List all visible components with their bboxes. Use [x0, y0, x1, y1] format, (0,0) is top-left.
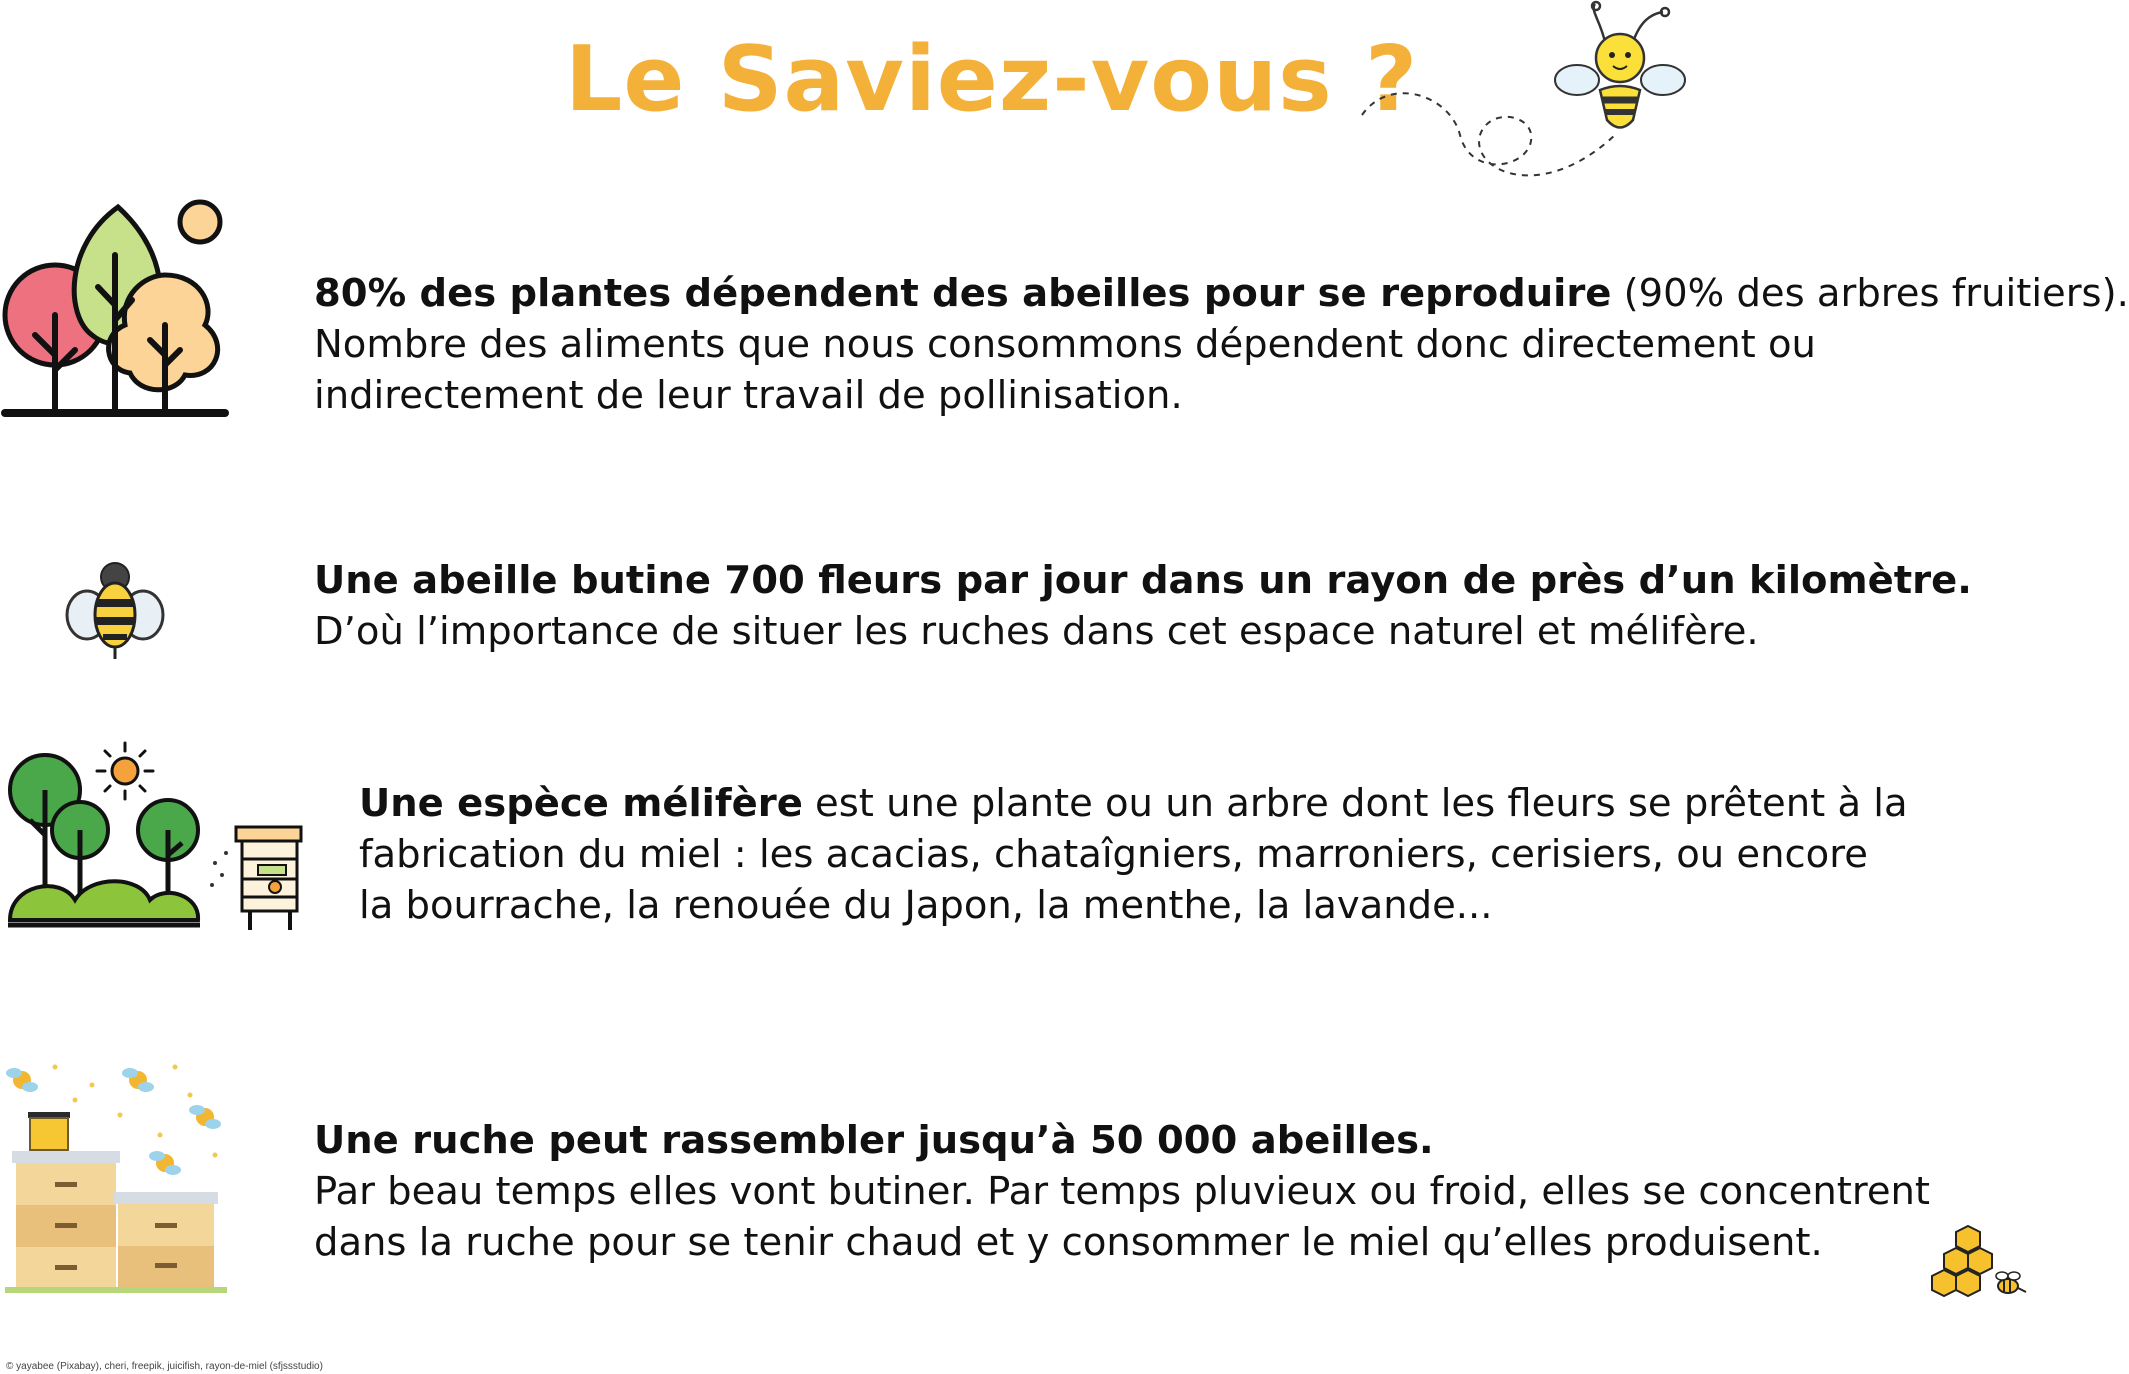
beehives-icon [0, 1055, 240, 1300]
fact-headline: Une abeille butine 700 fleurs par jour dans un rayon de près d’un kilomètre. [314, 558, 1972, 603]
fact-line: la bourrache, la renouée du Japon, la menthe, la lavande... [359, 883, 1493, 928]
tiny-bee-icon [1996, 1272, 2026, 1293]
trees-icon [0, 195, 235, 425]
fact-line: fabrication du miel : les acacias, chataîgniers, marroniers, cerisiers, ou encore [359, 832, 1868, 877]
fact-hive [314, 1115, 1930, 1268]
fact-headline: Une ruche peut rassembler jusqu’à 50 000 abeilles. [314, 1118, 1434, 1163]
fact-headline: 80% des plantes dépendent des abeilles pour se reproduire [314, 271, 1612, 316]
bee-icon [65, 555, 165, 665]
honeycomb-icon [1930, 1220, 2030, 1310]
fact-line: Par beau temps elles vont butiner. Par temps pluvieux ou froid, elles se concentrent [314, 1169, 1931, 1214]
fact-headline: Une espèce mélifère [359, 781, 803, 826]
fact-melliferous [359, 778, 1908, 931]
fact-headline-continuation: (90% des arbres fruitiers). [1611, 271, 2129, 316]
page-title: Le Saviez-vous ? [565, 27, 1419, 132]
fact-pollination [314, 268, 2129, 421]
fact-line: indirectement de leur travail de pollinisation. [314, 373, 1183, 418]
image-credits: © yayabee (Pixabay), cheri, freepik, juicifish, rayon-de-miel (sfjssstudio) [6, 1361, 323, 1372]
forest-beehive-icon [0, 735, 310, 935]
fact-line: D’où l’importance de situer les ruches dans cet espace naturel et mélifère. [314, 609, 1759, 654]
flying-bee-icon [1555, 0, 1685, 150]
fact-line: dans la ruche pour se tenir chaud et y consommer le miel qu’elles produisent. [314, 1220, 1823, 1265]
fact-headline-continuation: est une plante ou un arbre dont les fleurs se prêtent à la [802, 781, 1908, 826]
fact-line: Nombre des aliments que nous consommons dépendent donc directement ou [314, 322, 1816, 367]
fact-foraging [314, 555, 1972, 657]
